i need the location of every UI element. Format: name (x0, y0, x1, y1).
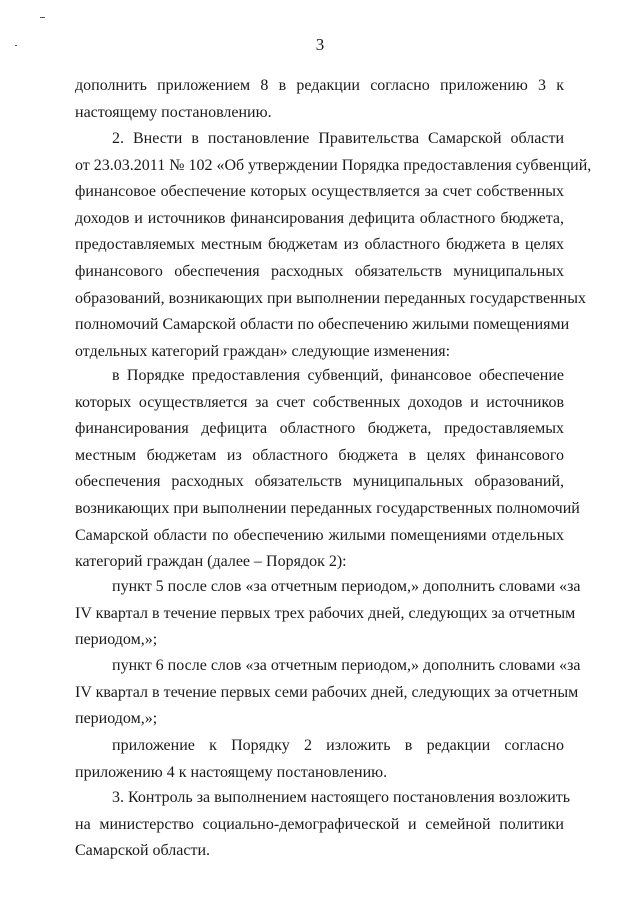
text-line: на министерство социально-демографической и семейной политики (75, 815, 564, 833)
paragraph-procedure (75, 363, 580, 576)
paragraph-item-2 (75, 126, 592, 365)
text-line: пункт 5 после слов «за отчетным периодом,» дополнить словами «за (112, 578, 581, 595)
text-line: обеспечения расходных обязательств муниципальных образований, (75, 473, 564, 491)
text-line: возникающих при выполнении переданных государственных полномочий (75, 499, 580, 517)
text-line: предоставляемых местным бюджетам из областного бюджета в целях (75, 236, 564, 254)
text-line: полномочий Самарской области по обеспечению жилыми помещениями (75, 316, 570, 334)
text-line: периодом,»; (75, 710, 158, 728)
text-line: 3. Контроль за выполнением настоящего постановления возложить (112, 789, 571, 806)
text-line: IV квартал в течение первых семи рабочих дней, следующих за отчетным (75, 683, 579, 701)
scan-mark (40, 17, 45, 18)
text-line: Самарской области по обеспечению жилыми помещениями отдельных (75, 526, 564, 544)
paragraph-point-6 (75, 653, 581, 733)
page-number: 3 (315, 35, 325, 54)
text-line: IV квартал в течение первых трех рабочих дней, следующих за отчетным (75, 604, 576, 622)
text-line: 2. Внести в постановление Правительства Самарской области (112, 130, 564, 147)
text-line: периодом,»; (75, 631, 158, 649)
text-line: которых осуществляется за счет собственных доходов и источников (75, 393, 564, 411)
text-line: образований, возникающих при выполнении переданных государственных (75, 289, 586, 307)
text-line: от 23.03.2011 № 102 «Об утверждении Порядка предоставления субвенций, (75, 156, 592, 174)
paragraph-point-5 (75, 574, 581, 654)
text-line: дополнить приложением 8 в редакции согласно приложению 3 к (75, 77, 564, 94)
paragraph-continuation (75, 73, 564, 126)
text-line: доходов и источников финансирования дефицита областного бюджета, (75, 209, 564, 227)
text-line: отдельных категорий граждан» следующие изменения: (75, 342, 451, 360)
text-line: финансирования дефицита областного бюджета, предоставляемых (75, 420, 564, 438)
text-line: финансовое обеспечение которых осуществляется за счет собственных (75, 183, 564, 201)
paragraph-item-3 (75, 785, 571, 865)
text-line: приложению 4 к настоящему постановлению. (75, 763, 388, 781)
text-line: категорий граждан (далее – Порядок 2): (75, 553, 347, 571)
paragraph-appendix (75, 733, 564, 786)
text-line: настоящему постановлению. (75, 103, 272, 121)
text-line: пункт 6 после слов «за отчетным периодом,» дополнить словами «за (112, 657, 581, 674)
text-line: приложение к Порядку 2 изложить в редакции согласно (112, 737, 564, 754)
text-line: финансового обеспечения расходных обязательств муниципальных (75, 262, 564, 280)
text-line: в Порядке предоставления субвенций, финансовое обеспечение (112, 367, 564, 384)
text-line: Самарской области. (75, 842, 210, 860)
text-line: местным бюджетам из областного бюджета в целях финансового (75, 446, 564, 464)
